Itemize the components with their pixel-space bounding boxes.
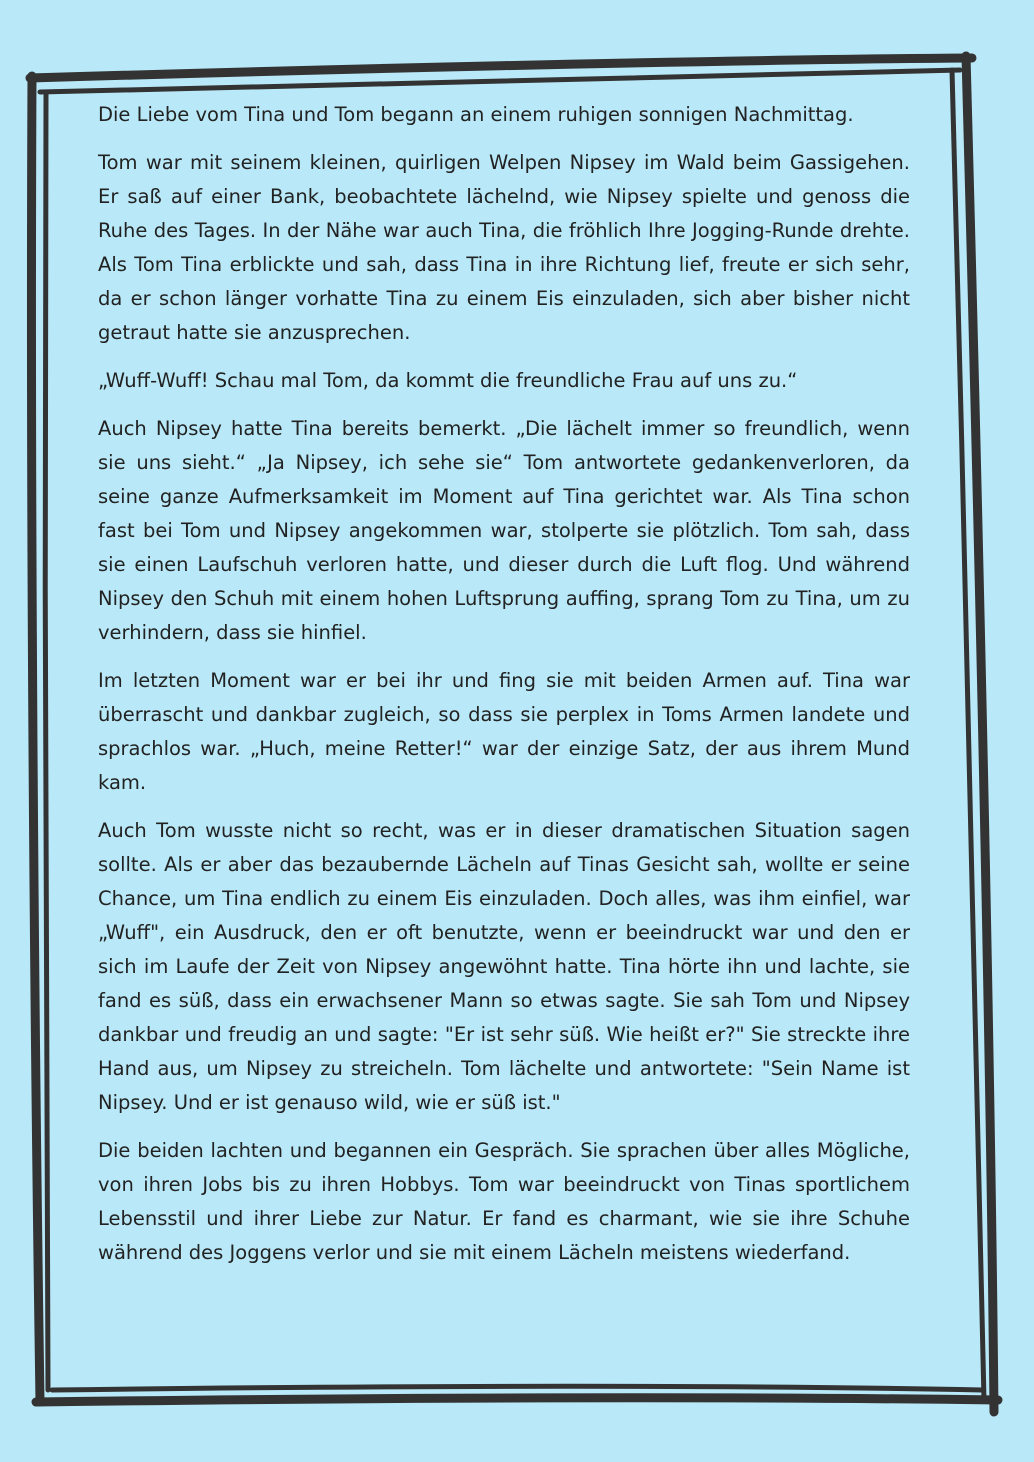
story-text bbox=[98, 98, 910, 1284]
story-paragraph-6: Auch Tom wusste nicht so recht, was er in dieser dramatischen Situation sagen sollte. Als er aber das bezaubernde Lächeln auf Tinas Gesicht sah, wollte er seine Chance, um Tina endlich zu einem Eis einzuladen. Doch alles, was ihm einfiel, war „Wuff", ein Ausdruck, den er oft benutzte, wenn er beeindruckt war und den er sich im Laufe der Zeit von Nipsey angewöhnt hatte. Tina hörte ihn und lachte, sie fand es süß, dass ein erwachsener Mann so etwas sagte. Sie sah Tom und Nipsey dankbar und freudig an und sagte: "Er ist sehr süß. Wie heißt er?" Sie streckte ihre Hand aus, um Nipsey zu streicheln. Tom lächelte und antwortete: "Sein Name ist Nipsey. Und er ist genauso wild, wie er süß ist." bbox=[98, 819, 910, 1114]
story-paragraph-1: Die Liebe vom Tina und Tom begann an einem ruhigen sonnigen Nachmittag. bbox=[98, 103, 854, 126]
story-paragraph-3: „Wuff-Wuff! Schau mal Tom, da kommt die freundliche Frau auf uns zu.“ bbox=[98, 369, 798, 392]
story-paragraph-5: Im letzten Moment war er bei ihr und fing sie mit beiden Armen auf. Tina war überrascht und dankbar zugleich, so dass sie perplex in Toms Armen landete und sprachlos war. „Huch, meine Retter!“ war der einzige Satz, der aus ihrem Mund kam. bbox=[98, 669, 910, 794]
story-paragraph-2: Tom war mit seinem kleinen, quirligen Welpen Nipsey im Wald beim Gassigehen. Er saß auf einer Bank, beobachtete lächelnd, wie Nipsey spielte und genoss die Ruhe des Tages. In der Nähe war auch Tina, die fröhlich Ihre Jogging-Runde drehte. Als Tom Tina erblickte und sah, dass Tina in ihre Richtung lief, freute er sich sehr, da er schon länger vorhatte Tina zu einem Eis einzuladen, sich aber bisher nicht getraut hatte sie anzusprechen. bbox=[98, 151, 910, 344]
story-paragraph-4: Auch Nipsey hatte Tina bereits bemerkt. „Die lächelt immer so freundlich, wenn sie uns sieht.“ „Ja Nipsey, ich sehe sie“ Tom antwortete gedankenverloren, da seine ganze Aufmerksamkeit im Moment auf Tina gerichtet war. Als Tina schon fast bei Tom und Nipsey angekommen war, stolperte sie plötzlich. Tom sah, dass sie einen Laufschuh verloren hatte, und dieser durch die Luft flog. Und während Nipsey den Schuh mit einem hohen Luftsprung auffing, sprang Tom zu Tina, um zu verhindern, dass sie hinfiel. bbox=[98, 417, 910, 644]
story-paragraph-7: Die beiden lachten und begannen ein Gespräch. Sie sprachen über alles Mögliche, von ihren Jobs bis zu ihren Hobbys. Tom war beeindruckt von Tinas sportlichem Lebensstil und ihrer Liebe zur Natur. Er fand es charmant, wie sie ihre Schuhe während des Joggens verlor und sie mit einem Lächeln meistens wiederfand. bbox=[98, 1139, 910, 1264]
